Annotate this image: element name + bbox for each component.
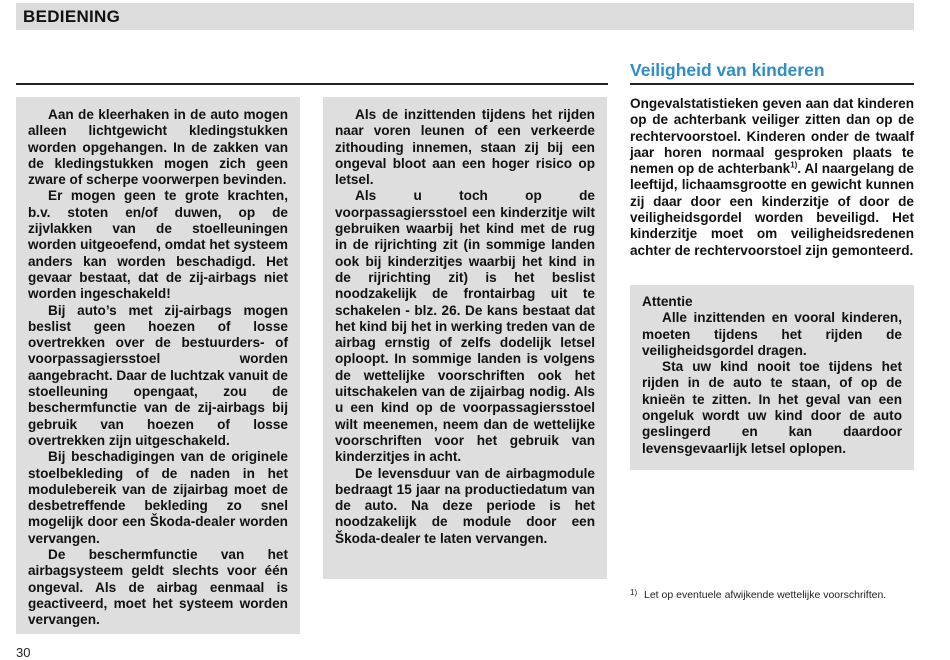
paragraph: Als u toch op de voorpassagiersstoel een kinderzitje wilt gebruiken waarbij het kind met de rug in de rijrichting zit (in sommige landen ook bij kinderzitjes waarbij het kind in de rijrichting zit) is het beslist noodzakelijk de frontairbag uit te schakelen - blz. 26. De kans bestaat dat het kind bij het in werking treden van de airbag ernstig of zelfs dodelijk letsel oploopt. In sommige landen is volgens de wettelijke voorschriften ook het uitschakelen van de zijairbag nodig. Als u een kind op de voorpassagiersstoel wilt meenemen, neem dan de wettelijke voorschriften voor het gebruik van kinderzitjes in acht.	[335, 188, 595, 465]
intro-text	[630, 96, 914, 259]
paragraph: Er mogen geen te grote krachten, b.v. stoten en/of duwen, op de zijvlakken van de stoelleuningen worden uitgeoefend, omdat het systeem anders kan worden beschadigd. Het gevaar bestaat, dat de zij-airbags niet worden ingeschakeld!	[28, 188, 288, 302]
paragraph: Sta uw kind nooit toe tijdens het rijden in de auto te staan, of op de knieën te zitten. In het geval van een ongeluk wordt uw kind door de auto geslingerd en kan daardoor levensgevaarlijk letsel oplopen.	[642, 359, 902, 456]
warning-box-left	[16, 97, 300, 634]
paragraph: Alle inzittenden en vooral kinderen, moeten tijdens het rijden de veiligheidsgordel dragen.	[642, 310, 902, 358]
right-divider	[630, 83, 914, 85]
left-divider	[16, 83, 608, 85]
section-title: Veiligheid van kinderen	[630, 60, 825, 80]
header-bar	[16, 3, 914, 30]
paragraph: Bij beschadigingen van de originele stoelbekleding of de naden in het modulebereik van de zijairbag moet de desbetreffende bekleding zo snel mogelijk door een Škoda-dealer worden vervangen.	[28, 449, 288, 546]
paragraph: Aan de kleerhaken in de auto mogen alleen lichtgewicht kledingstukken worden opgehangen. In de zakken van de kledingstukken mogen zich geen zware of scherpe voorwerpen bevinden.	[28, 107, 288, 188]
paragraph: De levensduur van de airbagmodule bedraagt 15 jaar na productiedatum van de auto. Na deze periode is het noodzakelijk de module door een Škoda-dealer te laten vervangen.	[335, 465, 595, 546]
footnote-reference: 1)	[790, 160, 798, 170]
intro-text-part: . Al naargelang de leeftijd, lichaamsgrootte en gewicht kunnen zij daar door een kinderzitje of door de veiligheidsgordel worden beveiligd. Het kinderzitje moet om veiligheidsredenen achter de rechtervoorstoel zijn gemonteerd.	[630, 161, 914, 258]
warning-box-middle	[323, 97, 607, 579]
paragraph: Bij auto’s met zij-airbags mogen beslist geen hoezen of losse overtrekken over de bestuurders- of voorpassagiersstoel worden aangebracht. Daar de luchtzak vanuit de stoelleuning opengaat, zou de beschermfunctie van de zij-airbags bij gebruik van hoezen of losse overtrekken zijn uitgeschakeld.	[28, 302, 288, 448]
footnote	[630, 588, 914, 602]
paragraph: Als de inzittenden tijdens het rijden naar voren leunen of een verkeerde zithouding innemen, staan zij bij een ongeval bloot aan een hoger risico op letsel.	[335, 107, 595, 188]
page-number: 30	[16, 645, 31, 660]
footnote-mark: 1)	[630, 588, 638, 597]
intro-text-part: Ongevalstatistieken geven aan dat kinderen op de achterbank veiliger zitten dan op de rechtervoorstoel. Kinderen onder de twaalf jaar horen normaal gesproken plaats te nemen op de achterbank	[630, 96, 914, 177]
attention-title: Attentie	[642, 294, 693, 309]
footnote-text: Let op eventuele afwijkende wettelijke voorschriften.	[644, 589, 887, 601]
page-header-title: BEDIENING	[23, 7, 121, 26]
attention-box	[630, 285, 914, 470]
paragraph: De beschermfunctie van het airbagsysteem geldt slechts voor één ongeval. Als de airbag eenmaal is geactiveerd, moet het systeem worden vervangen.	[28, 547, 288, 628]
